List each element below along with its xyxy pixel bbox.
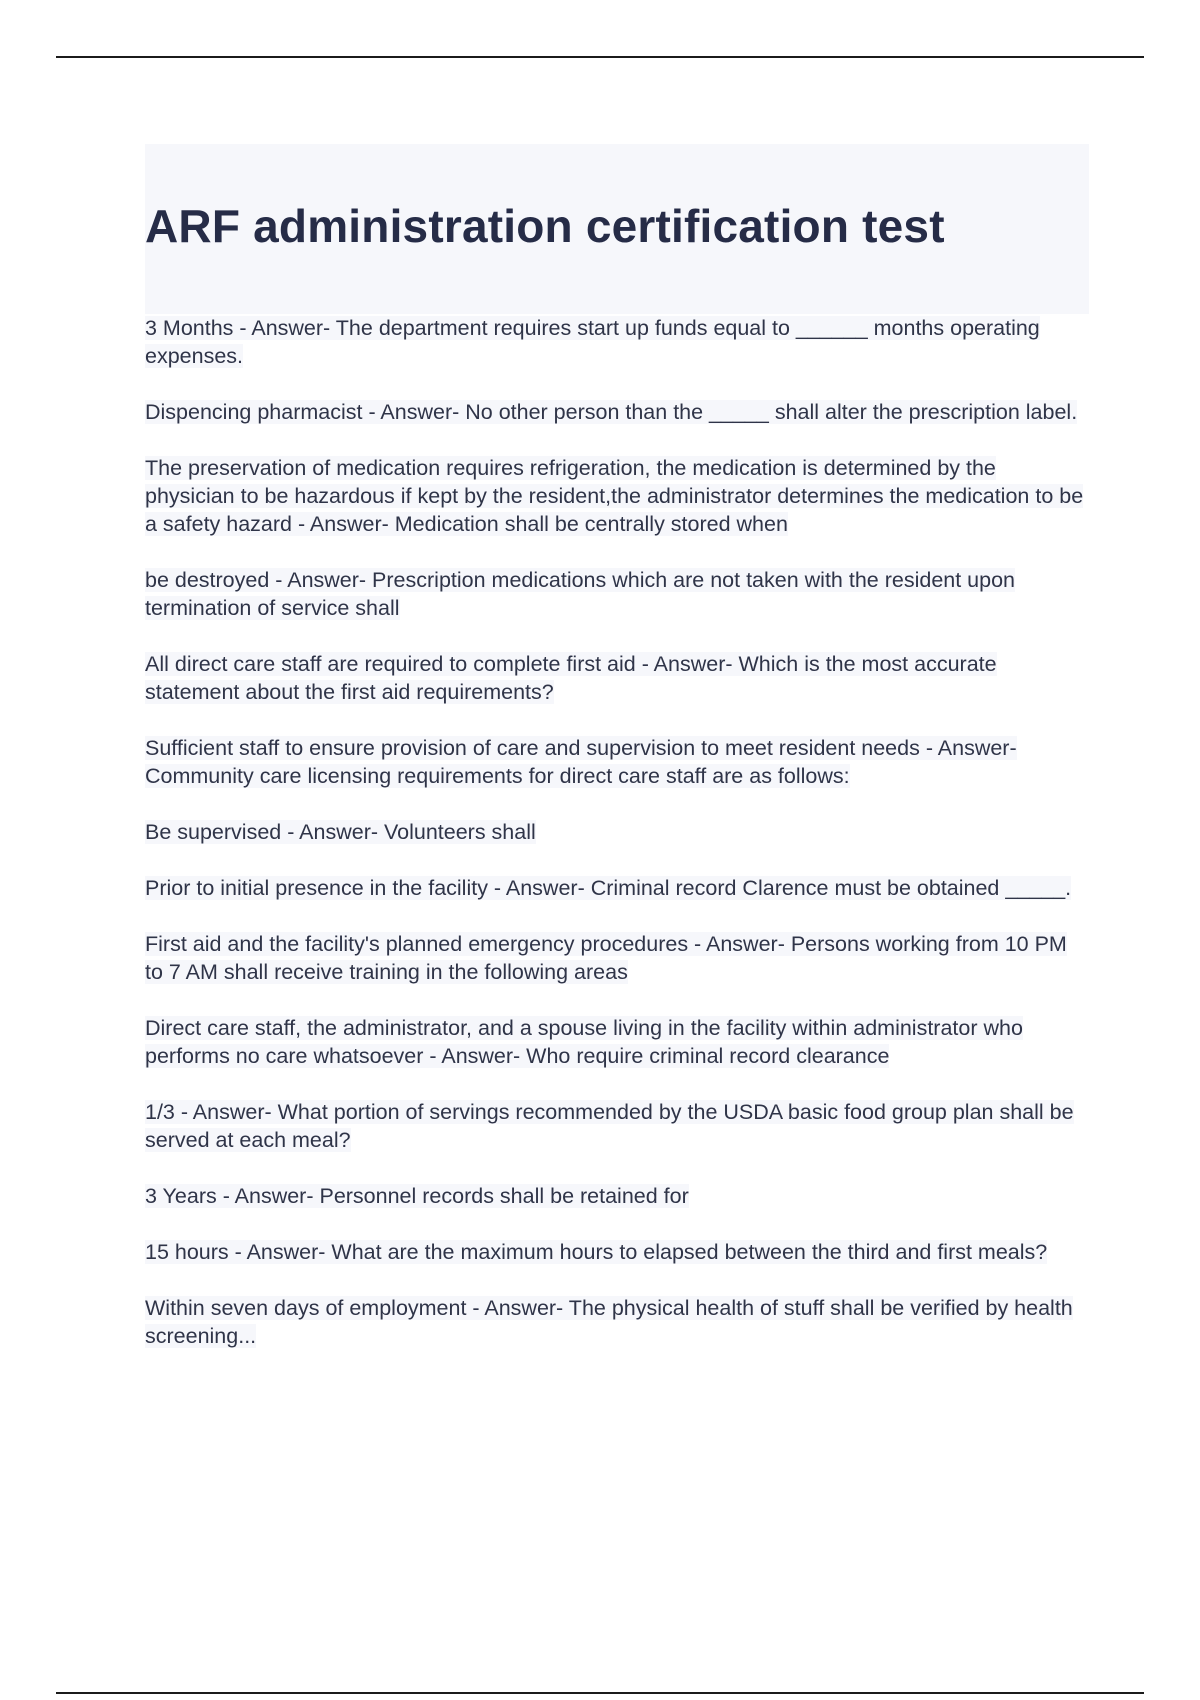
qa-item (145, 1294, 1089, 1350)
qa-item (145, 1014, 1089, 1070)
qa-text: Dispencing pharmacist - Answer- No other person than the _____ shall alter the prescription label. (145, 400, 1078, 424)
bottom-rule (56, 1692, 1144, 1694)
qa-text: be destroyed - Answer- Prescription medications which are not taken with the resident upon termination of service shall (145, 568, 1016, 620)
qa-item (145, 314, 1089, 370)
qa-text: 3 Months - Answer- The department requires start up funds equal to ______ months operating expenses. (145, 316, 1040, 368)
qa-text: 15 hours - Answer- What are the maximum hours to elapsed between the third and first meals? (145, 1240, 1048, 1264)
qa-item (145, 650, 1089, 706)
document-body (145, 144, 1089, 1350)
top-rule (56, 56, 1144, 58)
page-title: ARF administration certification test (145, 200, 945, 252)
qa-item (145, 734, 1089, 790)
qa-text: 3 Years - Answer- Personnel records shall be retained for (145, 1184, 689, 1208)
qa-item (145, 1238, 1089, 1266)
qa-item (145, 454, 1089, 538)
qa-item (145, 398, 1089, 426)
qa-item (145, 874, 1089, 902)
qa-text: The preservation of medication requires refrigeration, the medication is determined by the physician to be hazardous if kept by the resident,the administrator determines the medication to be a safety hazard - Answer- Medication shall be centrally stored when (145, 456, 1084, 536)
title-block (145, 144, 1089, 314)
qa-item (145, 818, 1089, 846)
qa-item (145, 1182, 1089, 1210)
qa-text: Direct care staff, the administrator, and a spouse living in the facility within administrator who performs no care whatsoever - Answer- Who require criminal record clearance (145, 1016, 1023, 1068)
qa-text: Sufficient staff to ensure provision of care and supervision to meet resident needs - Answer- Community care licensing requirements for direct care staff are as follows: (145, 736, 1017, 788)
qa-item (145, 566, 1089, 622)
qa-list (145, 314, 1089, 1350)
qa-text: Within seven days of employment - Answer- The physical health of stuff shall be verified by health screening... (145, 1296, 1073, 1348)
qa-item (145, 930, 1089, 986)
qa-text: 1/3 - Answer- What portion of servings recommended by the USDA basic food group plan shall be served at each meal? (145, 1100, 1074, 1152)
qa-text: First aid and the facility's planned emergency procedures - Answer- Persons working from 10 PM to 7 AM shall receive training in the following areas (145, 932, 1067, 984)
qa-text: All direct care staff are required to complete first aid - Answer- Which is the most accurate statement about the first aid requirements? (145, 652, 997, 704)
qa-item (145, 1098, 1089, 1154)
qa-text: Be supervised - Answer- Volunteers shall (145, 820, 536, 844)
qa-text: Prior to initial presence in the facility - Answer- Criminal record Clarence must be obtained _____. (145, 876, 1072, 900)
